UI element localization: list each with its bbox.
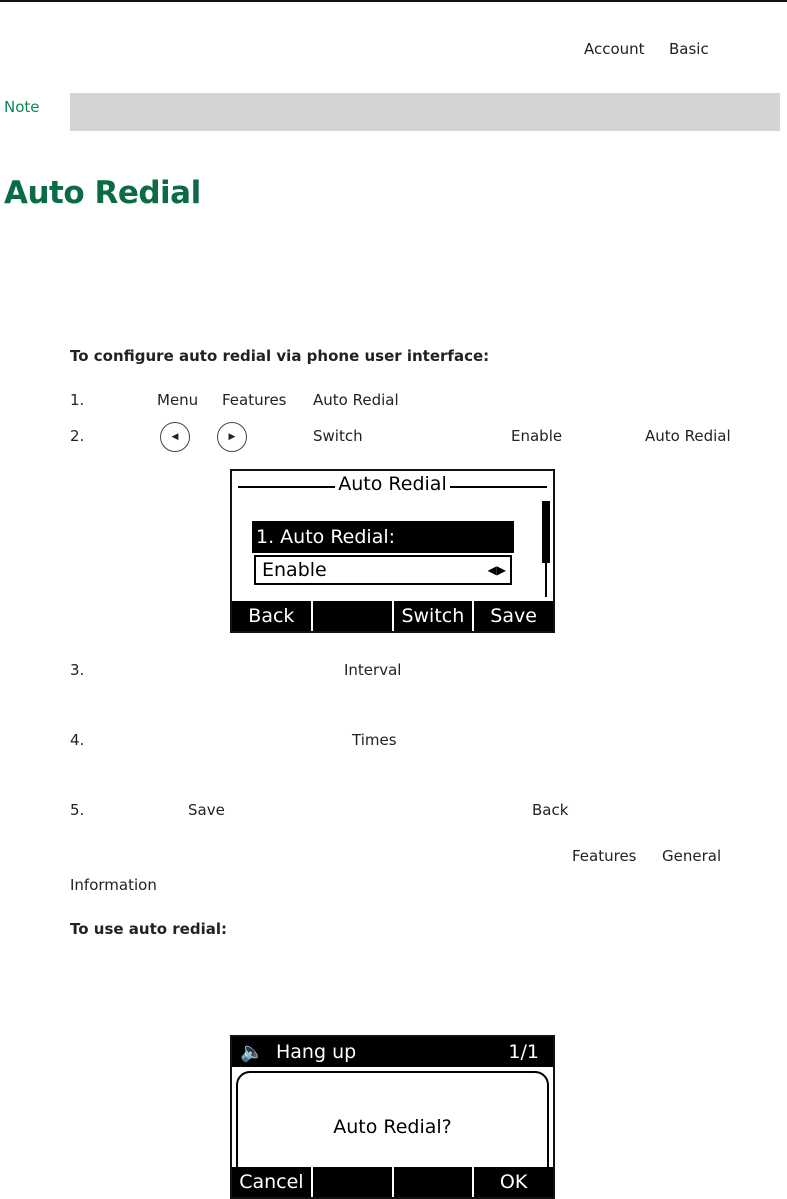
- status-text: Hang up: [276, 1041, 357, 1063]
- status-bar: [232, 1037, 553, 1067]
- info-general: General: [662, 847, 722, 865]
- step-1-menu: Menu: [157, 391, 199, 409]
- breadcrumb-account: Account: [584, 40, 645, 58]
- softkey-bar-2: [232, 1167, 553, 1197]
- configure-heading: To configure auto redial via phone user interface:: [70, 347, 490, 365]
- softkey-switch[interactable]: Switch: [392, 601, 473, 631]
- left-arrow-icon: ◀: [160, 422, 190, 452]
- step-2-number: 2.: [70, 427, 85, 445]
- phone-screen-auto-redial: [230, 469, 555, 633]
- step-1-features: Features: [222, 391, 287, 409]
- info-features: Features: [572, 847, 637, 865]
- softkey-cancel[interactable]: Cancel: [239, 1171, 304, 1193]
- left-right-arrows-icon: ◀▶: [487, 563, 506, 577]
- auto-redial-value-field[interactable]: [254, 555, 512, 585]
- step-5-back: Back: [532, 801, 569, 819]
- softkey-ok[interactable]: OK: [472, 1167, 553, 1197]
- step-2-switch: Switch: [313, 427, 363, 445]
- phone-screen-hang-up: [230, 1035, 555, 1199]
- note-box: [70, 93, 780, 131]
- auto-redial-value: Enable: [262, 559, 327, 581]
- step-1-auto-redial: Auto Redial: [313, 391, 399, 409]
- step-3-number: 3.: [70, 661, 85, 679]
- softkey-save[interactable]: Save: [472, 601, 553, 631]
- auto-redial-item[interactable]: 1. Auto Redial:: [252, 521, 514, 553]
- use-heading: To use auto redial:: [70, 920, 227, 938]
- step-2-enable: Enable: [511, 427, 563, 445]
- step-4-number: 4.: [70, 731, 85, 749]
- softkey-bar: [232, 601, 553, 631]
- softkey-empty-2[interactable]: [311, 1167, 392, 1197]
- softkey-empty-3[interactable]: [392, 1167, 473, 1197]
- step-3-interval: Interval: [344, 661, 402, 679]
- screen-title: Auto Redial: [335, 473, 449, 495]
- softkey-back[interactable]: Back: [248, 605, 295, 627]
- step-1-number: 1.: [70, 391, 85, 409]
- right-arrow-icon: ▶: [217, 422, 247, 452]
- breadcrumb-basic: Basic: [669, 40, 709, 58]
- step-5-number: 5.: [70, 801, 85, 819]
- step-2-auto-redial: Auto Redial: [645, 427, 731, 445]
- scrollbar[interactable]: [542, 501, 550, 597]
- page-indicator: 1/1: [508, 1041, 539, 1063]
- softkey-empty[interactable]: [311, 601, 392, 631]
- section-title: Auto Redial: [4, 175, 201, 211]
- auto-redial-prompt: Auto Redial?: [333, 1116, 452, 1138]
- top-rule: [0, 0, 787, 2]
- speaker-icon: 🔈: [240, 1041, 264, 1063]
- info-information: Information: [70, 876, 157, 894]
- note-label: Note: [4, 98, 40, 116]
- step-4-times: Times: [352, 731, 397, 749]
- step-5-save: Save: [188, 801, 225, 819]
- screen-title-row: [232, 471, 553, 499]
